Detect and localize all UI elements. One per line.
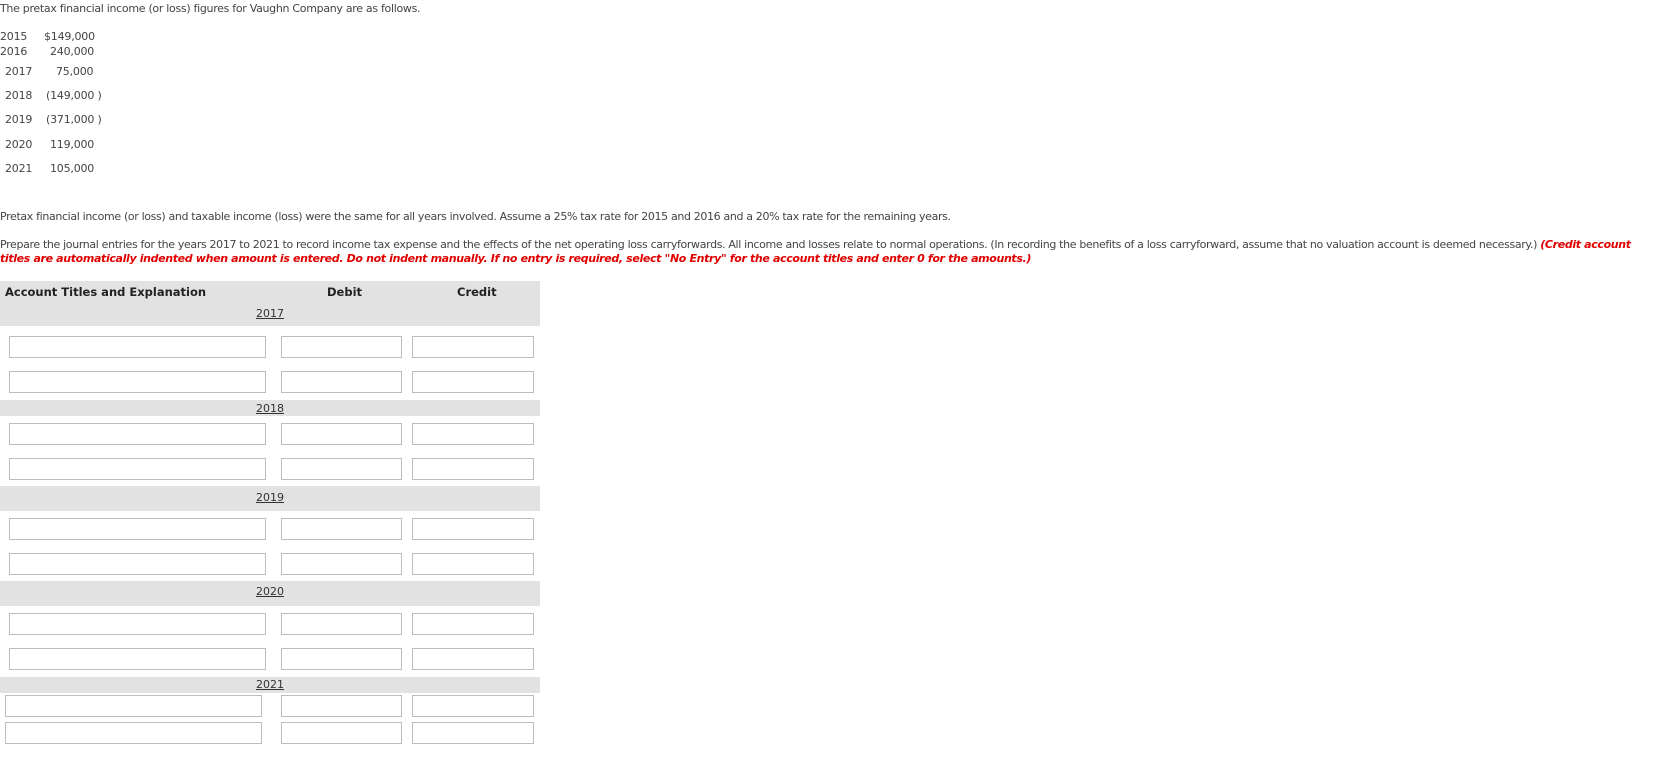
credit-amount-field[interactable] bbox=[412, 371, 534, 393]
account-title-field[interactable] bbox=[9, 518, 266, 540]
account-title-field[interactable] bbox=[5, 722, 262, 744]
year-label: 2021 bbox=[256, 678, 284, 691]
header-account: Account Titles and Explanation bbox=[5, 285, 207, 299]
year-band-2020 bbox=[0, 581, 540, 606]
credit-amount-field[interactable] bbox=[412, 648, 534, 670]
credit-amount-field[interactable] bbox=[412, 518, 534, 540]
year-label: 2020 bbox=[256, 585, 284, 598]
year-band-2017 bbox=[0, 301, 540, 326]
credit-amount-field[interactable] bbox=[412, 336, 534, 358]
income-amount: 105,000 bbox=[50, 162, 95, 175]
debit-amount-field[interactable] bbox=[281, 613, 402, 635]
credit-amount-field[interactable] bbox=[412, 458, 534, 480]
income-year: 2018 bbox=[5, 89, 33, 102]
header-debit: Debit bbox=[327, 285, 363, 299]
debit-amount-field[interactable] bbox=[281, 336, 402, 358]
account-title-field[interactable] bbox=[9, 553, 266, 575]
income-amount: (149,000 ) bbox=[46, 89, 102, 102]
intro-text: The pretax financial income (or loss) figures for Vaughn Company are as follows. bbox=[0, 2, 421, 15]
income-year: 2017 bbox=[5, 65, 33, 78]
credit-amount-field[interactable] bbox=[412, 722, 534, 744]
account-title-field[interactable] bbox=[9, 371, 266, 393]
income-amount: $149,000 bbox=[44, 30, 95, 43]
income-amount: 75,000 bbox=[56, 65, 94, 78]
debit-amount-field[interactable] bbox=[281, 371, 402, 393]
assumption-text: Pretax financial income (or loss) and taxable income (loss) were the same for all years involved. Assume a 25% tax rate for 2015 and 2016 and a 20% tax rate for the remaining years. bbox=[0, 210, 951, 223]
year-label: 2017 bbox=[256, 307, 284, 320]
journal-header bbox=[0, 281, 540, 301]
debit-amount-field[interactable] bbox=[281, 648, 402, 670]
income-amount: 240,000 bbox=[50, 45, 95, 58]
debit-amount-field[interactable] bbox=[281, 695, 402, 717]
income-year: 2021 bbox=[5, 162, 33, 175]
debit-amount-field[interactable] bbox=[281, 722, 402, 744]
credit-amount-field[interactable] bbox=[412, 613, 534, 635]
income-year: 2020 bbox=[5, 138, 33, 151]
debit-amount-field[interactable] bbox=[281, 423, 402, 445]
debit-amount-field[interactable] bbox=[281, 518, 402, 540]
debit-amount-field[interactable] bbox=[281, 553, 402, 575]
year-label: 2018 bbox=[256, 402, 284, 415]
account-title-field[interactable] bbox=[9, 336, 266, 358]
income-amount: (371,000 ) bbox=[46, 113, 102, 126]
header-credit: Credit bbox=[457, 285, 497, 299]
debit-amount-field[interactable] bbox=[281, 458, 402, 480]
instructions-note: (Credit account titles are automatically indented when amount is entered. Do not indent manually. If no entry is required, select "No Entry" for the account titles and enter 0 for the amounts.) bbox=[0, 238, 1631, 265]
instructions-text bbox=[0, 238, 1661, 266]
account-title-field[interactable] bbox=[9, 458, 266, 480]
income-year: 2019 bbox=[5, 113, 33, 126]
credit-amount-field[interactable] bbox=[412, 553, 534, 575]
year-band-2021 bbox=[0, 677, 540, 693]
account-title-field[interactable] bbox=[9, 648, 266, 670]
year-band-2019 bbox=[0, 486, 540, 511]
account-title-field[interactable] bbox=[5, 695, 262, 717]
income-amount: 119,000 bbox=[50, 138, 95, 151]
income-year: 2016 bbox=[0, 45, 28, 58]
year-band-2018 bbox=[0, 400, 540, 416]
credit-amount-field[interactable] bbox=[412, 695, 534, 717]
account-title-field[interactable] bbox=[9, 613, 266, 635]
income-year: 2015 bbox=[0, 30, 28, 43]
credit-amount-field[interactable] bbox=[412, 423, 534, 445]
account-title-field[interactable] bbox=[9, 423, 266, 445]
instructions-normal: Prepare the journal entries for the years 2017 to 2021 to record income tax expense and the effects of the net operating loss carryforwards. All income and losses relate to normal operations. (In recording the benefits of a loss carryforward, assume that no valuation account is deemed necessary.) bbox=[0, 238, 1541, 251]
year-label: 2019 bbox=[256, 491, 284, 504]
